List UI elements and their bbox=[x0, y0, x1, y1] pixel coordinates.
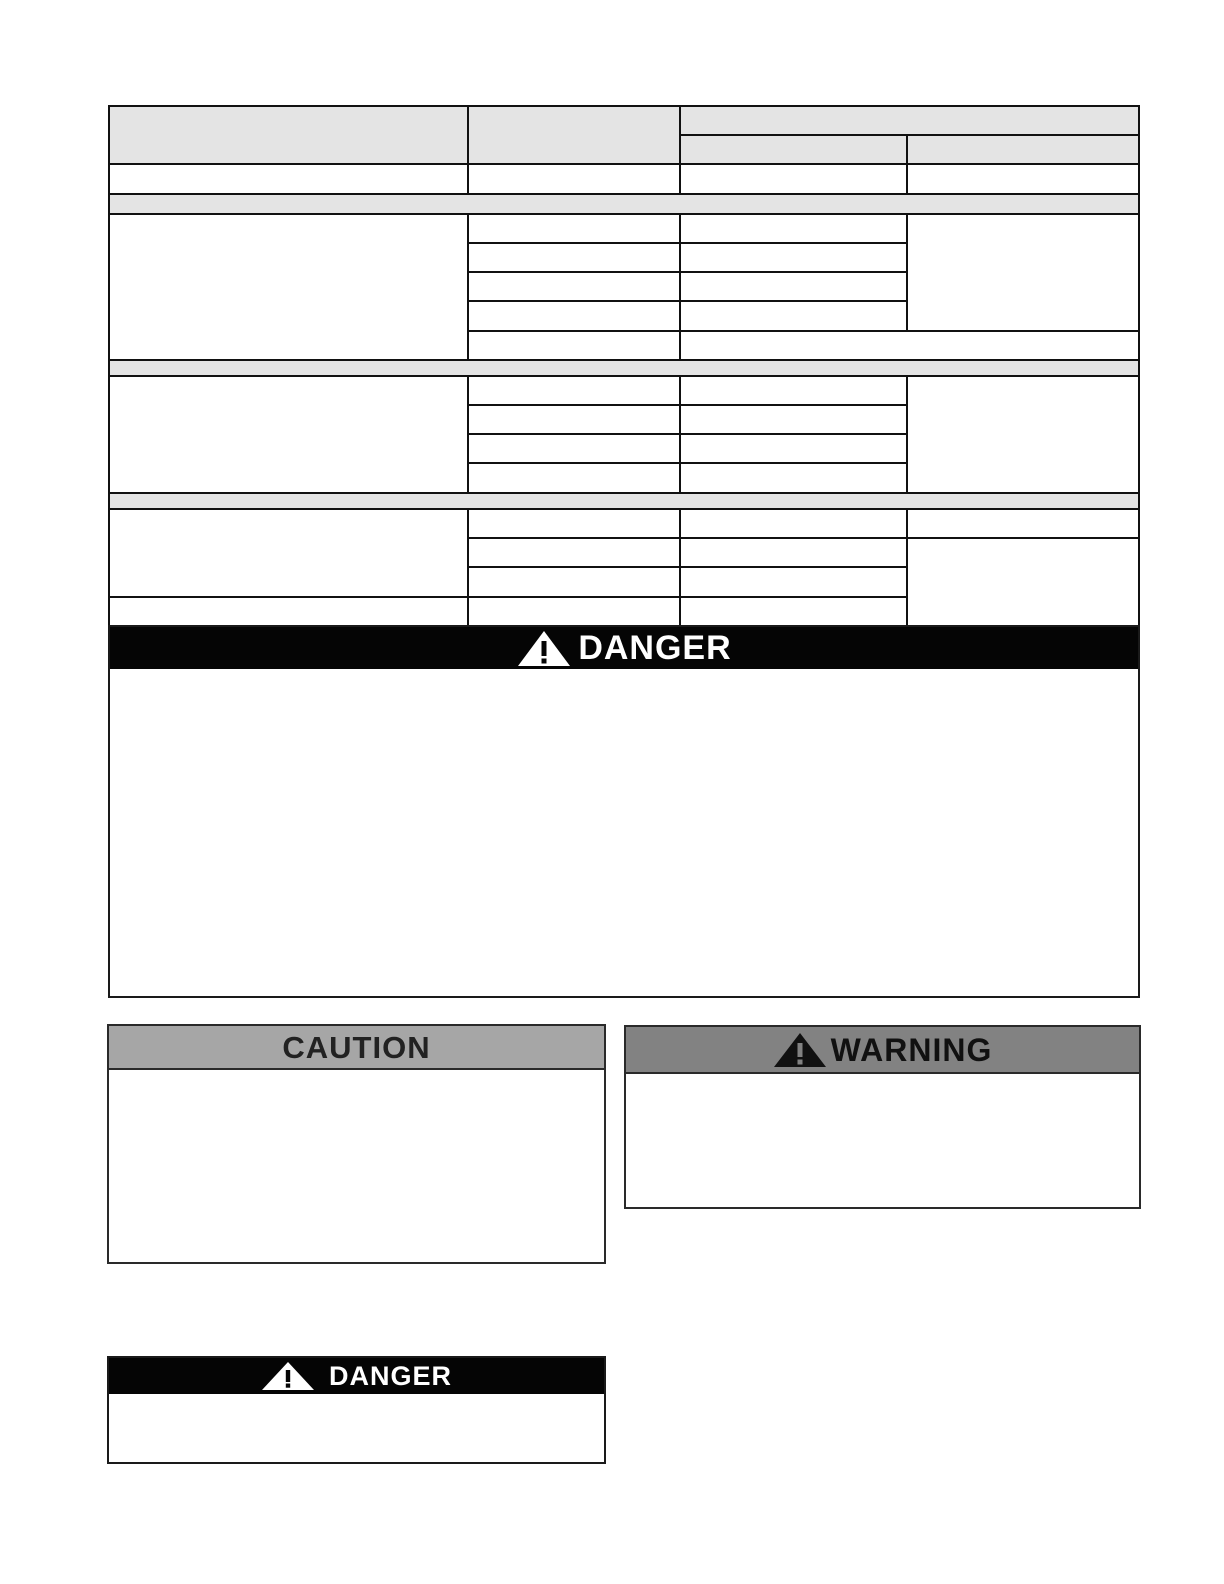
caution-header-bar bbox=[109, 1026, 604, 1070]
warning-triangle-icon bbox=[261, 1361, 315, 1391]
table-section-row bbox=[109, 194, 1139, 214]
danger-notice-panel bbox=[108, 625, 1140, 998]
warning-header-bar bbox=[626, 1027, 1139, 1074]
caution-notice-panel bbox=[107, 1024, 606, 1264]
warning-triangle-icon bbox=[773, 1032, 827, 1068]
warning-triangle-icon bbox=[516, 629, 572, 667]
danger-small-title: DANGER bbox=[328, 1360, 452, 1391]
warning-body bbox=[626, 1074, 1139, 1207]
table-section-row bbox=[109, 493, 1139, 509]
caution-body bbox=[109, 1070, 604, 1262]
warning-title: WARNING bbox=[830, 1031, 993, 1068]
danger-body bbox=[110, 669, 1138, 996]
danger-title: DANGER bbox=[578, 629, 732, 667]
danger-header-bar bbox=[110, 627, 1138, 669]
table-section-row bbox=[109, 360, 1139, 376]
danger-small-header-bar bbox=[109, 1358, 604, 1394]
specification-table bbox=[0, 0, 1224, 626]
warning-notice-panel bbox=[624, 1025, 1141, 1209]
danger-small-body bbox=[109, 1394, 604, 1462]
caution-title: CAUTION bbox=[282, 1029, 431, 1065]
danger-notice-panel-small bbox=[107, 1356, 606, 1464]
